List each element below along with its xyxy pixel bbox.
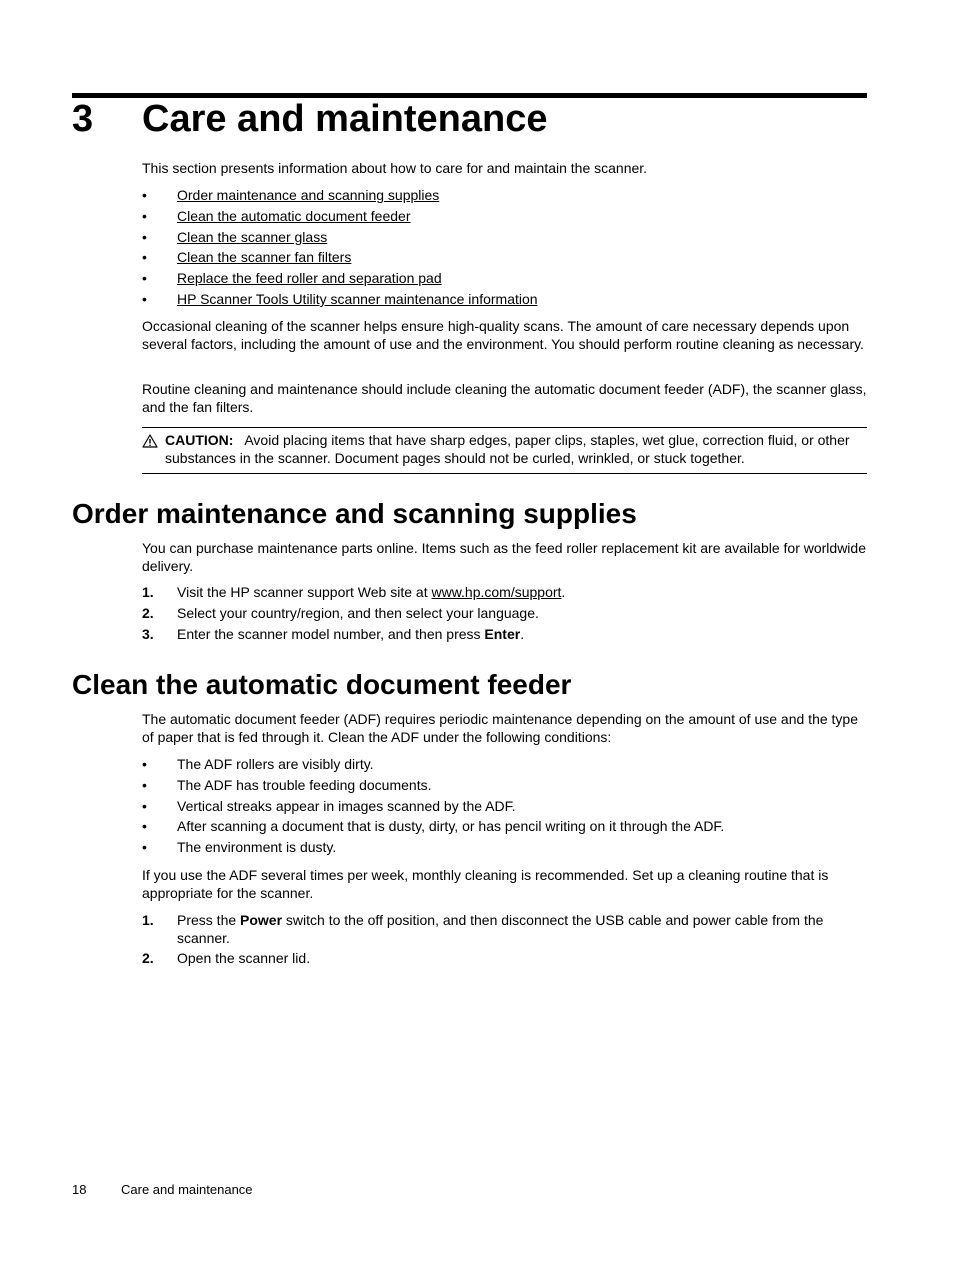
intro-text: This section presents information about how to care for and maintain the scanner. xyxy=(142,160,648,176)
condition-text: The environment is dusty. xyxy=(177,839,337,856)
order-steps-block xyxy=(142,584,867,643)
toc-link-clean-glass[interactable]: Clean the scanner glass xyxy=(177,228,328,245)
bullet: • xyxy=(142,207,147,224)
step-item xyxy=(142,912,867,947)
step-number: 3. xyxy=(142,625,154,642)
section-order-supplies-body xyxy=(142,540,867,575)
toc-item xyxy=(142,270,867,288)
step-text-end: switch to the off position, and then disconnect the USB cable and power cable from the scanner. xyxy=(177,912,824,946)
condition-item xyxy=(142,839,867,857)
adf-steps-block xyxy=(142,912,867,968)
paragraph-block xyxy=(142,318,867,353)
step-text: Select your country/region, and then select your language. xyxy=(177,604,539,621)
condition-item xyxy=(142,818,867,836)
chapter-number: 3 xyxy=(72,98,94,140)
chapter-title: Care and maintenance xyxy=(142,98,548,140)
step-text: Enter the scanner model number, and then press xyxy=(177,625,485,642)
section-heading-order-supplies: Order maintenance and scanning supplies xyxy=(72,498,637,529)
step-text-end: . xyxy=(520,625,525,642)
toc-item xyxy=(142,229,867,247)
bullet: • xyxy=(142,187,147,203)
step-text: Open the scanner lid. xyxy=(177,950,311,967)
intro-block xyxy=(142,160,867,178)
section-clean-adf-body xyxy=(142,711,867,746)
hp-support-link[interactable]: www.hp.com/support xyxy=(431,584,562,600)
toc-link-order-supplies[interactable]: Order maintenance and scanning supplies xyxy=(177,187,440,203)
bullet: • xyxy=(142,756,147,772)
paragraph-cleaning-routine: If you use the ADF several times per week, monthly cleaning is recommended. Set up a cleaning routine that is appropriate for the scanner. xyxy=(142,867,829,901)
step-item xyxy=(142,626,867,644)
bullet: • xyxy=(142,290,147,307)
section-clean-adf-text: The automatic document feeder (ADF) requires periodic maintenance depending on the amount of use and the type of paper that is fed through it. Clean the ADF under the following conditions: xyxy=(142,711,858,745)
adf-conditions-block xyxy=(142,756,867,857)
footer-section-title: Care and maintenance xyxy=(121,1182,253,1197)
adf-steps-list xyxy=(142,912,867,968)
step-text-end: . xyxy=(561,584,566,600)
bullet: • xyxy=(142,228,147,245)
condition-text: After scanning a document that is dusty, dirty, or has pencil writing on it through the ADF. xyxy=(177,818,725,835)
toc-link-tools-utility[interactable]: HP Scanner Tools Utility scanner maintenance information xyxy=(177,290,538,307)
toc-item xyxy=(142,249,867,267)
toc-list-block xyxy=(142,187,867,308)
caution-text: Avoid placing items that have sharp edges, paper clips, staples, wet glue, correction fluid, or other substances in the scanner. Document pages should not be curled, wrinkled, or stuck together. xyxy=(165,432,850,466)
condition-text: The ADF rollers are visibly dirty. xyxy=(177,756,374,772)
bullet: • xyxy=(142,797,147,814)
order-steps-list xyxy=(142,584,867,643)
step-number: 2. xyxy=(142,604,154,621)
step-item xyxy=(142,950,867,968)
toc-link-clean-fan-filters[interactable]: Clean the scanner fan filters xyxy=(177,249,352,266)
step-bold-key: Enter xyxy=(484,625,521,642)
step-number: 2. xyxy=(142,950,154,967)
condition-item xyxy=(142,777,867,795)
condition-text: The ADF has trouble feeding documents. xyxy=(177,776,432,793)
bullet: • xyxy=(142,839,147,856)
step-text: Press the xyxy=(177,912,241,928)
toc-item xyxy=(142,187,867,205)
bullet: • xyxy=(142,818,147,835)
bullet: • xyxy=(142,270,147,287)
section-heading-clean-adf: Clean the automatic document feeder xyxy=(72,669,572,700)
step-item xyxy=(142,584,867,602)
warning-triangle-icon xyxy=(142,434,158,448)
toc-list xyxy=(142,187,867,308)
bullet: • xyxy=(142,249,147,266)
step-text: Visit the HP scanner support Web site at xyxy=(177,584,432,600)
toc-link-clean-adf[interactable]: Clean the automatic document feeder xyxy=(177,207,411,224)
section-order-supplies-text: You can purchase maintenance parts online. Items such as the feed roller replacement kit are available for worldwide delivery. xyxy=(142,540,866,574)
condition-text: Vertical streaks appear in images scanned by the ADF. xyxy=(177,797,516,814)
condition-item xyxy=(142,756,867,774)
step-number: 1. xyxy=(142,912,154,928)
adf-conditions-list xyxy=(142,756,867,857)
paragraph-block xyxy=(142,381,867,416)
caution-text-block xyxy=(165,432,857,467)
paragraph-block xyxy=(142,867,867,902)
caution-label: CAUTION: xyxy=(165,432,234,448)
toc-item xyxy=(142,291,867,309)
footer-page-number: 18 xyxy=(72,1182,87,1197)
toc-link-replace-roller[interactable]: Replace the feed roller and separation pad xyxy=(177,270,442,287)
step-bold-key: Power xyxy=(240,912,283,928)
step-item xyxy=(142,605,867,623)
condition-item xyxy=(142,798,867,816)
step-number: 1. xyxy=(142,584,154,600)
toc-item xyxy=(142,208,867,226)
paragraph-routine-cleaning: Routine cleaning and maintenance should include cleaning the automatic document feeder (ADF), the scanner glass, and the fan filters. xyxy=(142,381,867,415)
caution-box xyxy=(142,427,867,474)
bullet: • xyxy=(142,776,147,793)
paragraph-occasional-cleaning: Occasional cleaning of the scanner helps ensure high-quality scans. The amount of care necessary depends upon several factors, including the amount of use and the environment. You should perform routine cleaning as necessary. xyxy=(142,318,864,352)
